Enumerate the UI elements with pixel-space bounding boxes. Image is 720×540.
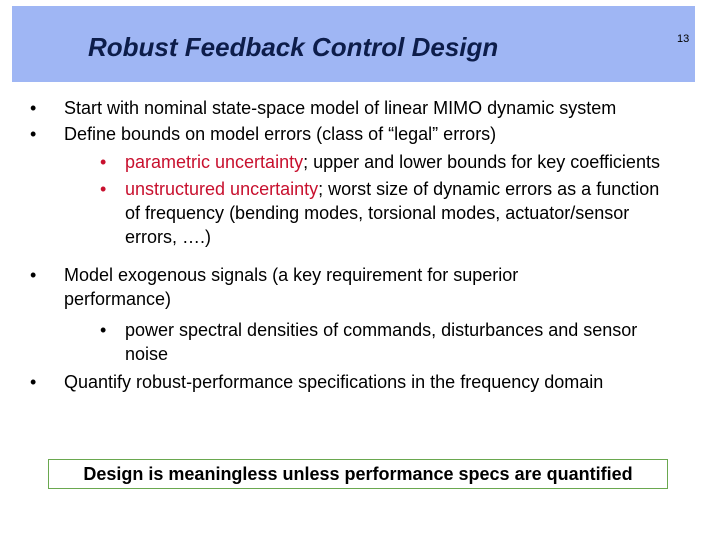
sub-bullet-marker: • (100, 320, 107, 340)
slide-title: Robust Feedback Control Design (88, 32, 499, 62)
bullet-continuation: performance) (64, 289, 172, 309)
bullet-model-error-bounds: Define bounds on model errors (class of “legal” errors) (64, 124, 497, 144)
slide-number: 13 (677, 33, 690, 45)
sub-bullet-continuation: noise (125, 344, 169, 364)
bullet-marker: • (30, 372, 37, 392)
sub-bullet-unstructured-uncertainty (125, 177, 659, 201)
conclusion-callout-text: Design is meaningless unless performance specs are quantified (83, 463, 633, 484)
emphasis-term: unstructured uncertainty (125, 179, 319, 199)
bullet-exogenous-signals: Model exogenous signals (a key requirement for superior (64, 265, 519, 285)
sub-bullet-marker: • (100, 152, 107, 172)
sub-bullet-power-spectral-densities: power spectral densities of commands, disturbances and sensor (125, 320, 638, 340)
sub-bullet-marker: • (100, 179, 107, 199)
sub-bullet-continuation: of frequency (bending modes, torsional modes, actuator/sensor (125, 203, 630, 223)
emphasis-term: parametric uncertainty (125, 152, 304, 172)
bullet-nominal-model: Start with nominal state-space model of linear MIMO dynamic system (64, 98, 617, 118)
bullet-marker: • (30, 98, 37, 118)
bullet-marker: • (30, 124, 37, 144)
conclusion-callout-box (48, 459, 668, 489)
bullet-marker: • (30, 265, 37, 285)
sub-bullet-parametric-uncertainty (125, 150, 660, 174)
bullet-robust-performance-specs: Quantify robust-performance specifications in the frequency domain (64, 372, 604, 392)
sub-bullet-text: ; worst size of dynamic errors as a function (318, 179, 660, 199)
sub-bullet-continuation: errors, ….) (125, 227, 212, 247)
sub-bullet-text: ; upper and lower bounds for key coefficients (303, 152, 660, 172)
